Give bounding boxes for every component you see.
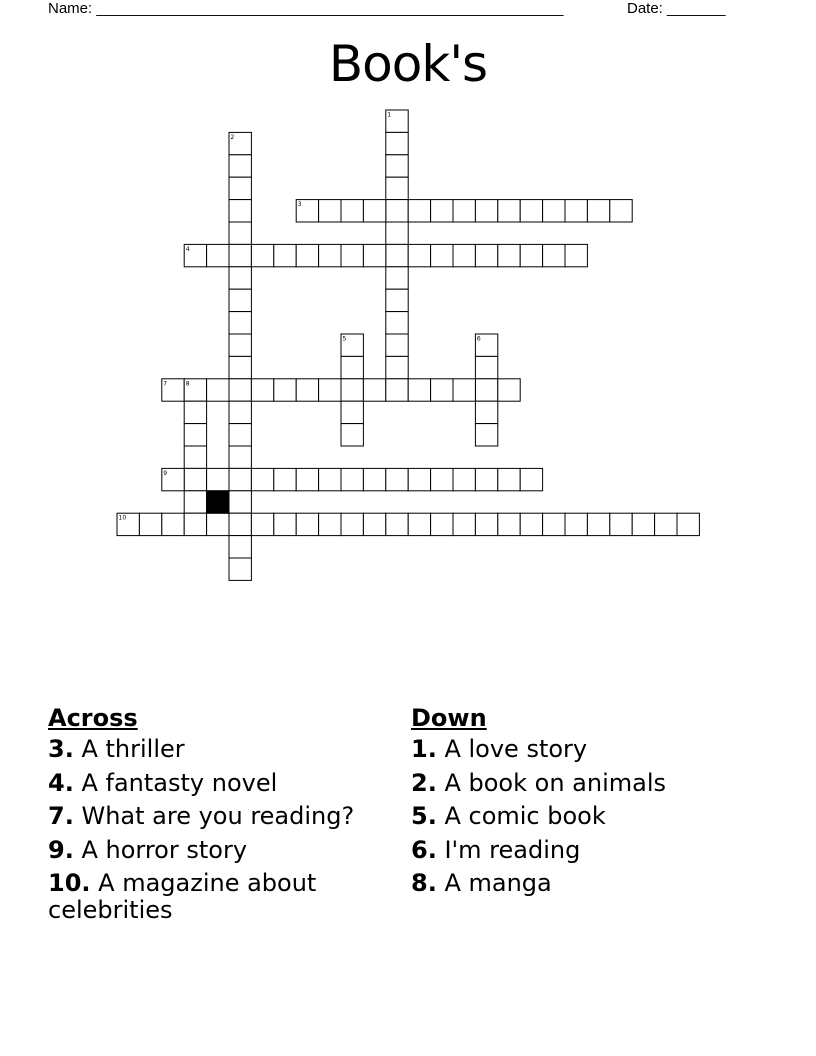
grid-cell[interactable]	[431, 200, 453, 222]
grid-cell[interactable]	[431, 379, 453, 401]
grid-cell[interactable]	[229, 155, 251, 177]
grid-cell[interactable]	[184, 513, 206, 535]
grid-cell[interactable]	[386, 177, 408, 199]
down-clue	[411, 770, 771, 797]
grid-cell[interactable]	[296, 244, 318, 266]
grid-cell[interactable]	[296, 379, 318, 401]
grid-cell[interactable]	[475, 379, 497, 401]
grid-cell[interactable]	[251, 513, 273, 535]
grid-cell[interactable]	[475, 424, 497, 446]
grid-cell[interactable]	[341, 513, 363, 535]
grid-cell[interactable]	[274, 244, 296, 266]
grid-cell[interactable]	[408, 200, 430, 222]
down-clue	[411, 736, 771, 763]
grid-cell[interactable]	[341, 244, 363, 266]
grid-cell[interactable]	[543, 244, 565, 266]
grid-cell[interactable]	[632, 513, 654, 535]
down-clues	[411, 700, 771, 904]
cell-number: 2	[230, 133, 235, 141]
grid-cell[interactable]	[251, 379, 273, 401]
clue-number: 2.	[411, 768, 437, 797]
grid-cell[interactable]	[386, 312, 408, 334]
grid-cell[interactable]	[341, 200, 363, 222]
grid-cell[interactable]	[498, 244, 520, 266]
grid-cell[interactable]	[386, 468, 408, 490]
grid-cell[interactable]	[229, 177, 251, 199]
grid-cell[interactable]	[341, 468, 363, 490]
cell-number: 6	[476, 335, 481, 343]
grid-cell[interactable]	[162, 513, 184, 535]
grid-cell[interactable]	[386, 289, 408, 311]
grid-cell[interactable]	[498, 513, 520, 535]
grid-cell[interactable]	[408, 244, 430, 266]
grid-cell[interactable]	[229, 558, 251, 580]
grid-cell[interactable]	[139, 513, 161, 535]
across-clue	[48, 803, 388, 830]
grid-cell[interactable]	[453, 200, 475, 222]
clue-text: A thriller	[73, 735, 185, 763]
grid-cell[interactable]	[229, 267, 251, 289]
clue-number: 4.	[48, 768, 74, 797]
across-clue	[48, 770, 388, 797]
grid-cell[interactable]	[341, 356, 363, 378]
grid-cell[interactable]	[274, 379, 296, 401]
grid-cell[interactable]	[319, 468, 341, 490]
grid-cell[interactable]	[587, 513, 609, 535]
clue-text: A manga	[436, 869, 552, 897]
grid-cell[interactable]	[386, 267, 408, 289]
grid-cell[interactable]	[184, 446, 206, 468]
grid-cell[interactable]	[543, 513, 565, 535]
across-heading: Across	[48, 704, 138, 732]
grid-cell[interactable]	[229, 200, 251, 222]
clue-number: 8.	[411, 869, 437, 897]
clue-number: 3.	[48, 735, 74, 763]
grid-cell[interactable]	[363, 513, 385, 535]
clue-text: A comic book	[436, 802, 606, 830]
down-clue	[411, 803, 771, 830]
grid-cell[interactable]	[229, 222, 251, 244]
grid-cell[interactable]	[498, 379, 520, 401]
down-clue	[411, 870, 771, 897]
grid-cell[interactable]	[251, 244, 273, 266]
grid-cell[interactable]	[207, 244, 229, 266]
grid-cell[interactable]	[229, 401, 251, 423]
grid-cell[interactable]	[453, 244, 475, 266]
grid-cell[interactable]	[184, 491, 206, 513]
grid-cell[interactable]	[565, 200, 587, 222]
grid-cell[interactable]	[184, 401, 206, 423]
grid-cell[interactable]	[498, 468, 520, 490]
puzzle-title: Book's	[328, 35, 488, 93]
grid-cell[interactable]	[408, 379, 430, 401]
grid-cell[interactable]	[386, 356, 408, 378]
down-clue	[411, 837, 771, 864]
grid-cell[interactable]	[274, 513, 296, 535]
grid-cell[interactable]	[475, 513, 497, 535]
grid-cell[interactable]	[229, 334, 251, 356]
grid-cell[interactable]	[520, 513, 542, 535]
grid-cell[interactable]	[229, 289, 251, 311]
grid-cell[interactable]	[475, 356, 497, 378]
clue-text: A book on animals	[436, 768, 666, 797]
grid-cell[interactable]	[386, 132, 408, 154]
grid-cell[interactable]	[184, 424, 206, 446]
grid-cell[interactable]	[408, 468, 430, 490]
grid-cell[interactable]	[229, 312, 251, 334]
cell-number: 10	[118, 514, 127, 522]
grid-cell[interactable]	[498, 200, 520, 222]
cell-number: 4	[185, 245, 190, 253]
grid-cell[interactable]	[207, 468, 229, 490]
grid-cell[interactable]	[363, 244, 385, 266]
grid-cell[interactable]	[431, 468, 453, 490]
grid-cell[interactable]	[296, 513, 318, 535]
grid-cell[interactable]	[543, 200, 565, 222]
clue-number: 1.	[411, 735, 437, 763]
cell-number: 9	[163, 469, 168, 477]
grid-cell[interactable]	[408, 513, 430, 535]
clue-number: 9.	[48, 835, 74, 864]
cell-number: 8	[185, 380, 190, 388]
grid-cell[interactable]	[453, 513, 475, 535]
grid-cell[interactable]	[655, 513, 677, 535]
date-field[interactable]: Date: _______	[627, 0, 726, 17]
across-clue	[48, 837, 388, 864]
clue-text: What are you reading?	[73, 802, 355, 830]
clue-number: 10.	[48, 869, 91, 897]
grid-cell[interactable]	[274, 468, 296, 490]
grid-cell[interactable]	[319, 200, 341, 222]
grid-cell[interactable]	[207, 379, 229, 401]
across-clue-list	[48, 736, 388, 924]
grid-cell[interactable]	[475, 200, 497, 222]
grid-cell[interactable]	[229, 491, 251, 513]
grid-cell[interactable]	[475, 468, 497, 490]
grid-cell[interactable]	[386, 222, 408, 244]
grid-cell[interactable]	[251, 468, 273, 490]
grid-cell[interactable]	[431, 513, 453, 535]
grid-cell[interactable]	[229, 446, 251, 468]
grid-cell[interactable]	[229, 424, 251, 446]
grid-cell[interactable]	[610, 513, 632, 535]
clue-number: 6.	[411, 835, 437, 864]
grid-cell[interactable]	[475, 401, 497, 423]
grid-cell[interactable]	[229, 513, 251, 535]
clue-text: A magazine about celebrities	[48, 869, 317, 924]
grid-cell[interactable]	[207, 513, 229, 535]
grid-cell[interactable]	[229, 244, 251, 266]
grid-cell[interactable]	[475, 244, 497, 266]
grid-cell[interactable]	[341, 401, 363, 423]
grid-cell[interactable]	[184, 468, 206, 490]
grid-cell[interactable]	[453, 379, 475, 401]
clue-text: A love story	[436, 735, 588, 763]
grid-cell[interactable]	[431, 244, 453, 266]
grid-cell[interactable]	[296, 468, 318, 490]
grid-cell[interactable]	[229, 379, 251, 401]
cell-number: 7	[163, 380, 168, 388]
grid-cell[interactable]	[520, 244, 542, 266]
grid-cell[interactable]	[610, 200, 632, 222]
clue-number: 5.	[411, 802, 437, 830]
grid-cell[interactable]	[363, 468, 385, 490]
grid-cell[interactable]	[386, 200, 408, 222]
grid-cell[interactable]	[565, 244, 587, 266]
grid-cell[interactable]	[565, 513, 587, 535]
cell-number: 1	[387, 111, 392, 119]
grid-cell[interactable]	[386, 513, 408, 535]
grid-cell[interactable]	[341, 379, 363, 401]
grid-cell[interactable]	[587, 200, 609, 222]
grid-cell[interactable]	[341, 424, 363, 446]
across-clue	[48, 870, 388, 924]
across-clues	[48, 700, 388, 931]
grid-cell[interactable]	[386, 155, 408, 177]
grid-cell[interactable]	[453, 468, 475, 490]
down-heading: Down	[411, 704, 487, 732]
clue-text: I'm reading	[436, 835, 581, 864]
grid-cell[interactable]	[677, 513, 699, 535]
across-clue	[48, 736, 388, 763]
clue-text: A fantasty novel	[73, 768, 278, 797]
grid-cell[interactable]	[363, 379, 385, 401]
grid-cell[interactable]	[229, 536, 251, 558]
grid-cell[interactable]	[520, 468, 542, 490]
grid-cell[interactable]	[386, 244, 408, 266]
grid-cell[interactable]	[386, 334, 408, 356]
blocked-cell	[207, 491, 229, 513]
grid-cell[interactable]	[229, 356, 251, 378]
name-field[interactable]: Name: ________________________________________________________	[48, 0, 564, 17]
grid-cell[interactable]	[319, 379, 341, 401]
grid-cell[interactable]	[319, 244, 341, 266]
grid-cell[interactable]	[319, 513, 341, 535]
grid-cell[interactable]	[363, 200, 385, 222]
cell-number: 3	[297, 201, 302, 209]
clue-text: A horror story	[73, 835, 248, 864]
grid-cell[interactable]	[520, 200, 542, 222]
cell-number: 5	[342, 335, 347, 343]
clue-number: 7.	[48, 802, 74, 830]
grid-cell[interactable]	[386, 379, 408, 401]
down-clue-list	[411, 736, 771, 897]
grid-cell[interactable]	[229, 468, 251, 490]
